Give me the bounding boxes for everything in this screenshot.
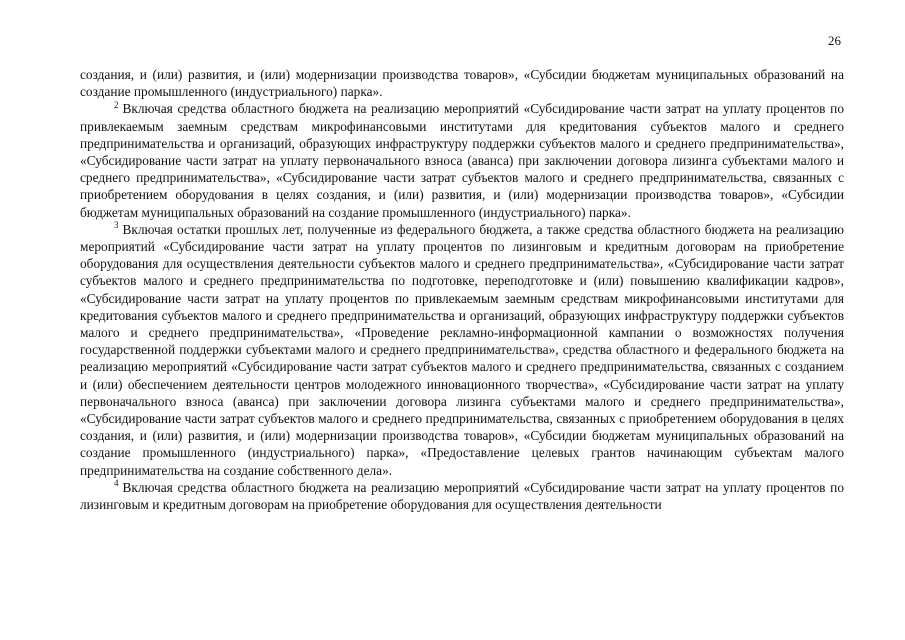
footnote-2 bbox=[80, 100, 844, 220]
footnote-text: создания, и (или) развития, и (или) модернизации производства товаров», «Субсидии бюджетам муниципальных образований на создание промышленного (индустриального) парка». bbox=[80, 67, 844, 100]
page-number: 26 bbox=[828, 33, 841, 48]
footnote-marker: 2 bbox=[114, 99, 119, 110]
footnote-text: Включая средства областного бюджета на реализацию мероприятий «Субсидирование части затрат на уплату процентов по привлекаемым заемным средствам микрофинансовыми институтами для кредитования субъектов малого и среднего предпринимательства и организаций, образующих инфраструктуру поддержки субъектов малого и среднего предпринимательства», «Субсидирование части затрат на уплату первоначального взноса (аванса) при заключении договора лизинга субъектами малого и среднего предпринимательства», «Субсидирование части затрат субъектов малого и среднего предпринимательства, связанных с приобретением оборудования в целях создания, и (или) развития, и (или) модернизации производства товаров», «Субсидии бюджетам муниципальных образований на создание промышленного (индустриального) парка». bbox=[80, 101, 844, 220]
footnote-continuation bbox=[80, 66, 844, 100]
footnote-4 bbox=[80, 479, 844, 513]
footnote-3 bbox=[80, 221, 844, 479]
footnote-marker: 3 bbox=[114, 220, 119, 231]
document-body bbox=[80, 66, 844, 513]
footnote-marker: 4 bbox=[114, 478, 119, 489]
footnote-text: Включая остатки прошлых лет, полученные из федерального бюджета, а также средства областного бюджета на реализацию мероприятий «Субсидирование части затрат на уплату процентов по лизинговым и кредитным договорам на приобретение оборудования для осуществления деятельности субъектов малого и среднего предпринимательства», «Субсидирование части затрат субъектов малого и среднего предпринимательства по подготовке, переподготовке и (или) повышению квалификации кадров», «Субсидирование части затрат на уплату процентов по привлекаемым заемным средствам микрофинансовыми институтами для кредитования субъектов малого и среднего предпринимательства и организаций, образующих инфраструктуру поддержки субъектов малого и среднего предпринимательства», «Проведение рекламно-информационной кампании о возможностях получения государственной поддержки субъектами малого и среднего предпринимательства», средства областного и федерального бюджета на реализацию мероприятий «Субсидирование части затрат субъектов малого и среднего предпринимательства, связанных с созданием и (или) обеспечением деятельности центров молодежного инновационного творчества», «Субсидирование части затрат на уплату первоначального взноса (аванса) при заключении договора лизинга субъектами малого и среднего предпринимательства», «Субсидирование части затрат субъектов малого и среднего предпринимательства, связанных с приобретением оборудования в целях создания, и (или) развития, и (или) модернизации производства товаров», «Субсидии бюджетам муниципальных образований на создание промышленного (индустриального) парка», «Предоставление целевых грантов начинающим субъектам малого предпринимательства на создание собственного дела». bbox=[80, 221, 844, 478]
footnote-text: Включая средства областного бюджета на реализацию мероприятий «Субсидирование части затрат на уплату процентов по лизинговым и кредитным договорам на приобретение оборудования для осуществления деятельности bbox=[80, 479, 844, 513]
